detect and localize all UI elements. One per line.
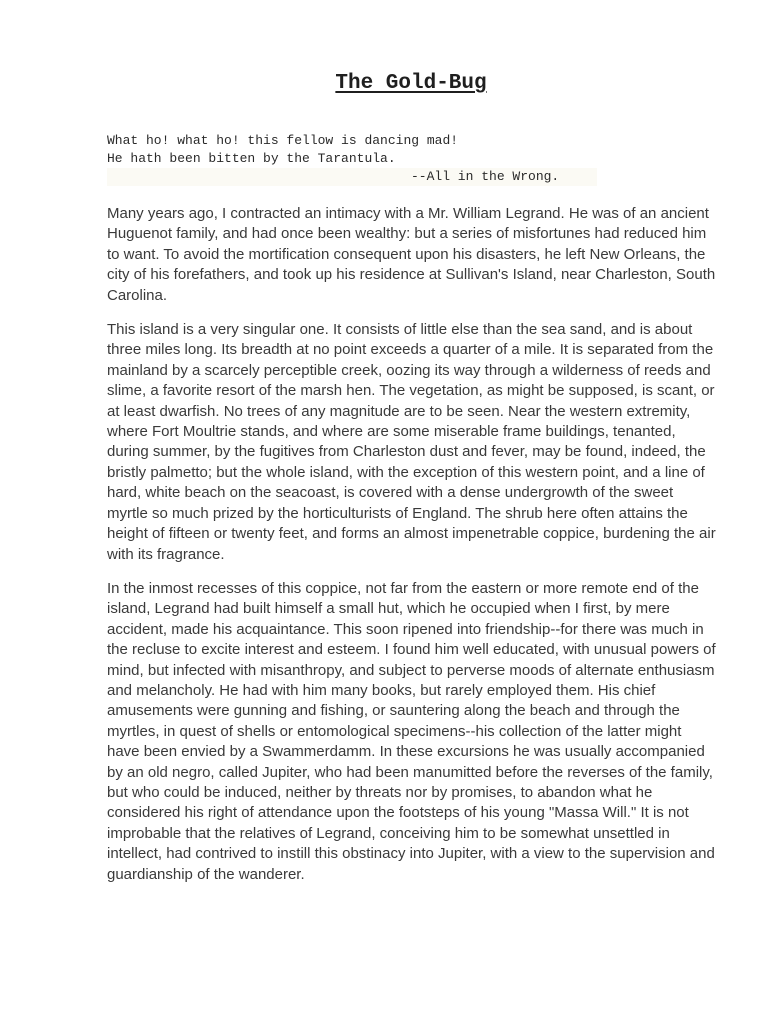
epigraph (107, 132, 597, 186)
epigraph-line: He hath been bitten by the Tarantula. (107, 151, 396, 166)
paragraph: This island is a very singular one. It consists of little else than the sea sand, and is about three miles long. Its breadth at no point exceeds a quarter of a mile. It is separated from the mainland by a scarcely perceptible creek, oozing its way through a wilderness of reeds and slime, a favorite resort of the marsh hen. The vegetation, as might be supposed, is scant, or at least dwarfish. No trees of any magnitude are to be seen. Near the western extremity, where Fort Moultrie stands, and where are some miserable frame buildings, tenanted, during summer, by the fugitives from Charleston dust and fever, may be found, indeed, the bristly palmetto; but the whole island, with the exception of this western point, and a line of hard, white beach on the seacoast, is covered with a dense undergrowth of the sweet myrtle so much prized by the horticulturists of England. The shrub here often attains the height of fifteen or twenty feet, and forms an almost impenetrable coppice, burdening the air with its fragrance. (107, 321, 716, 563)
epigraph-line: What ho! what ho! this fellow is dancing mad! (107, 133, 459, 148)
epigraph-attribution: --All in the Wrong. (411, 169, 560, 184)
paragraph: Many years ago, I contracted an intimacy with a Mr. William Legrand. He was of an ancient Huguenot family, and had once been wealthy: but a series of misfortunes had reduced him to want. To avoid the mortification consequent upon his disasters, he left New Orleans, the city of his forefathers, and took up his residence at Sullivan's Island, near Charleston, South Carolina. (107, 205, 716, 304)
body-text (107, 204, 717, 899)
paragraph: In the inmost recesses of this coppice, not far from the eastern or more remote end of the island, Legrand had built himself a small hut, which he occupied when I first, by mere accident, made his acquaintance. This soon ripened into friendship--for there was much in the recluse to excite interest and esteem. I found him well educated, with unusual powers of mind, but infected with misanthropy, and subject to perverse moods of alternate enthusiasm and melancholy. He had with him many books, but rarely employed them. His chief amusements were gunning and fishing, or sauntering along the beach and through the myrtles, in quest of shells or entomological specimens--his collection of the latter might have been envied by a Swammerdamm. In these excursions he was usually accompanied by an old negro, called Jupiter, who had been manumitted before the reverses of the family, but who could be induced, neither by threats nor by promises, to abandon what he considered his right of attendance upon the footsteps of his young "Massa Will." It is not improbable that the relatives of Legrand, conceiving him to be somewhat unsettled in intellect, had contrived to instill this obstinacy into Jupiter, with a view to the supervision and guardianship of the wanderer. (107, 579, 716, 883)
page-title: The Gold-Bug (335, 72, 487, 95)
